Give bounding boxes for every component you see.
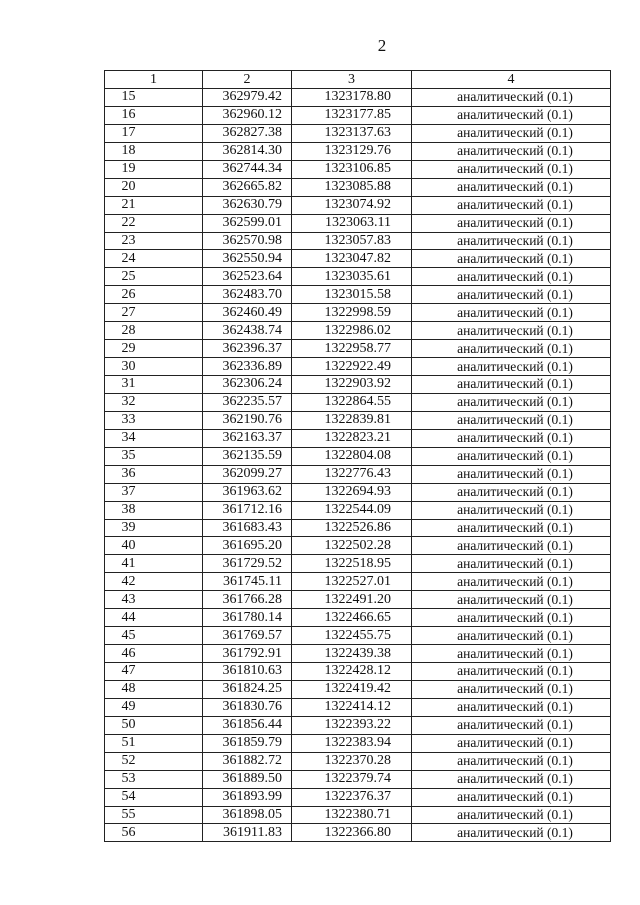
y-coordinate-cell: 1322544.09 (292, 501, 412, 519)
x-coordinate-cell: 361963.62 (203, 483, 292, 501)
method-cell: аналитический (0.1) (412, 698, 611, 716)
x-coordinate-cell: 361830.76 (203, 698, 292, 716)
x-coordinate-cell: 362630.79 (203, 196, 292, 214)
y-coordinate-cell: 1323035.61 (292, 268, 412, 286)
y-coordinate-cell: 1323137.63 (292, 124, 412, 142)
x-coordinate-cell: 362190.76 (203, 411, 292, 429)
x-coordinate-cell: 362163.37 (203, 429, 292, 447)
y-coordinate-cell: 1323177.85 (292, 106, 412, 124)
method-cell: аналитический (0.1) (412, 429, 611, 447)
y-coordinate-cell: 1322694.93 (292, 483, 412, 501)
table-row (105, 124, 611, 142)
method-cell: аналитический (0.1) (412, 142, 611, 160)
point-number-cell: 16 (105, 106, 203, 124)
y-coordinate-cell: 1322414.12 (292, 698, 412, 716)
table-row (105, 411, 611, 429)
point-number-cell: 33 (105, 411, 203, 429)
table-row (105, 752, 611, 770)
method-cell: аналитический (0.1) (412, 645, 611, 663)
method-cell: аналитический (0.1) (412, 537, 611, 555)
method-cell: аналитический (0.1) (412, 519, 611, 537)
method-cell: аналитический (0.1) (412, 178, 611, 196)
table-row (105, 376, 611, 394)
method-cell: аналитический (0.1) (412, 322, 611, 340)
point-number-cell: 45 (105, 627, 203, 645)
point-number-cell: 21 (105, 196, 203, 214)
x-coordinate-cell: 362306.24 (203, 376, 292, 394)
x-coordinate-cell: 361769.57 (203, 627, 292, 645)
point-number-cell: 31 (105, 376, 203, 394)
table-row (105, 716, 611, 734)
y-coordinate-cell: 1322376.37 (292, 788, 412, 806)
y-coordinate-cell: 1322958.77 (292, 340, 412, 358)
x-coordinate-cell: 362523.64 (203, 268, 292, 286)
y-coordinate-cell: 1322839.81 (292, 411, 412, 429)
x-coordinate-cell: 362827.38 (203, 124, 292, 142)
method-cell: аналитический (0.1) (412, 358, 611, 376)
x-coordinate-cell: 361882.72 (203, 752, 292, 770)
x-coordinate-cell: 361766.28 (203, 591, 292, 609)
x-coordinate-cell: 362396.37 (203, 340, 292, 358)
point-number-cell: 44 (105, 609, 203, 627)
method-cell: аналитический (0.1) (412, 411, 611, 429)
y-coordinate-cell: 1323106.85 (292, 160, 412, 178)
point-number-cell: 27 (105, 304, 203, 322)
method-cell: аналитический (0.1) (412, 89, 611, 107)
method-cell: аналитический (0.1) (412, 752, 611, 770)
x-coordinate-cell: 362960.12 (203, 106, 292, 124)
table-row (105, 250, 611, 268)
x-coordinate-cell: 362979.42 (203, 89, 292, 107)
x-coordinate-cell: 362235.57 (203, 393, 292, 411)
y-coordinate-cell: 1322379.74 (292, 770, 412, 788)
y-coordinate-cell: 1322776.43 (292, 465, 412, 483)
x-coordinate-cell: 361856.44 (203, 716, 292, 734)
coordinates-table (104, 70, 611, 842)
x-coordinate-cell: 362099.27 (203, 465, 292, 483)
table-row (105, 770, 611, 788)
table-header (105, 71, 611, 89)
y-coordinate-cell: 1323047.82 (292, 250, 412, 268)
x-coordinate-cell: 361712.16 (203, 501, 292, 519)
x-coordinate-cell: 362744.34 (203, 160, 292, 178)
x-coordinate-cell: 362570.98 (203, 232, 292, 250)
y-coordinate-cell: 1323129.76 (292, 142, 412, 160)
method-cell: аналитический (0.1) (412, 124, 611, 142)
table-row (105, 609, 611, 627)
method-cell: аналитический (0.1) (412, 447, 611, 465)
table-row (105, 824, 611, 842)
x-coordinate-cell: 361745.11 (203, 573, 292, 591)
table-row (105, 89, 611, 107)
point-number-cell: 51 (105, 734, 203, 752)
method-cell: аналитический (0.1) (412, 304, 611, 322)
method-cell: аналитический (0.1) (412, 268, 611, 286)
point-number-cell: 24 (105, 250, 203, 268)
y-coordinate-cell: 1322383.94 (292, 734, 412, 752)
x-coordinate-cell: 362438.74 (203, 322, 292, 340)
point-number-cell: 52 (105, 752, 203, 770)
table-row (105, 268, 611, 286)
method-cell: аналитический (0.1) (412, 806, 611, 824)
point-number-cell: 18 (105, 142, 203, 160)
method-cell: аналитический (0.1) (412, 573, 611, 591)
table-row (105, 322, 611, 340)
table-row (105, 142, 611, 160)
header-point-number: 1 (105, 71, 203, 89)
x-coordinate-cell: 361810.63 (203, 663, 292, 681)
x-coordinate-cell: 361889.50 (203, 770, 292, 788)
header-row (105, 71, 611, 89)
point-number-cell: 32 (105, 393, 203, 411)
table-row (105, 627, 611, 645)
method-cell: аналитический (0.1) (412, 734, 611, 752)
table-row (105, 196, 611, 214)
point-number-cell: 41 (105, 555, 203, 573)
point-number-cell: 17 (105, 124, 203, 142)
y-coordinate-cell: 1322439.38 (292, 645, 412, 663)
method-cell: аналитический (0.1) (412, 627, 611, 645)
y-coordinate-cell: 1322491.20 (292, 591, 412, 609)
x-coordinate-cell: 362550.94 (203, 250, 292, 268)
method-cell: аналитический (0.1) (412, 286, 611, 304)
point-number-cell: 39 (105, 519, 203, 537)
x-coordinate-cell: 361683.43 (203, 519, 292, 537)
y-coordinate-cell: 1322518.95 (292, 555, 412, 573)
method-cell: аналитический (0.1) (412, 232, 611, 250)
x-coordinate-cell: 361911.83 (203, 824, 292, 842)
point-number-cell: 38 (105, 501, 203, 519)
x-coordinate-cell: 361824.25 (203, 680, 292, 698)
table-row (105, 788, 611, 806)
x-coordinate-cell: 362665.82 (203, 178, 292, 196)
x-coordinate-cell: 362336.89 (203, 358, 292, 376)
table-row (105, 680, 611, 698)
y-coordinate-cell: 1322864.55 (292, 393, 412, 411)
point-number-cell: 42 (105, 573, 203, 591)
x-coordinate-cell: 361729.52 (203, 555, 292, 573)
y-coordinate-cell: 1323057.83 (292, 232, 412, 250)
x-coordinate-cell: 361792.91 (203, 645, 292, 663)
table-row (105, 178, 611, 196)
method-cell: аналитический (0.1) (412, 160, 611, 178)
point-number-cell: 25 (105, 268, 203, 286)
table-row (105, 537, 611, 555)
method-cell: аналитический (0.1) (412, 609, 611, 627)
y-coordinate-cell: 1323015.58 (292, 286, 412, 304)
x-coordinate-cell: 361695.20 (203, 537, 292, 555)
point-number-cell: 22 (105, 214, 203, 232)
y-coordinate-cell: 1322903.92 (292, 376, 412, 394)
y-coordinate-cell: 1322428.12 (292, 663, 412, 681)
method-cell: аналитический (0.1) (412, 824, 611, 842)
method-cell: аналитический (0.1) (412, 663, 611, 681)
method-cell: аналитический (0.1) (412, 555, 611, 573)
y-coordinate-cell: 1323085.88 (292, 178, 412, 196)
table-row (105, 286, 611, 304)
method-cell: аналитический (0.1) (412, 501, 611, 519)
method-cell: аналитический (0.1) (412, 106, 611, 124)
x-coordinate-cell: 361898.05 (203, 806, 292, 824)
x-coordinate-cell: 361780.14 (203, 609, 292, 627)
page-number: 2 (377, 36, 387, 55)
point-number-cell: 37 (105, 483, 203, 501)
x-coordinate-cell: 361893.99 (203, 788, 292, 806)
header-x-coordinate: 2 (203, 71, 292, 89)
y-coordinate-cell: 1322804.08 (292, 447, 412, 465)
x-coordinate-cell: 362135.59 (203, 447, 292, 465)
y-coordinate-cell: 1322466.65 (292, 609, 412, 627)
y-coordinate-cell: 1322986.02 (292, 322, 412, 340)
method-cell: аналитический (0.1) (412, 214, 611, 232)
table-row (105, 698, 611, 716)
point-number-cell: 15 (105, 89, 203, 107)
header-method: 4 (412, 71, 611, 89)
table-row (105, 734, 611, 752)
point-number-cell: 49 (105, 698, 203, 716)
table-row (105, 555, 611, 573)
method-cell: аналитический (0.1) (412, 376, 611, 394)
method-cell: аналитический (0.1) (412, 465, 611, 483)
y-coordinate-cell: 1322502.28 (292, 537, 412, 555)
point-number-cell: 46 (105, 645, 203, 663)
y-coordinate-cell: 1322922.49 (292, 358, 412, 376)
table-row (105, 160, 611, 178)
table-row (105, 663, 611, 681)
x-coordinate-cell: 362814.30 (203, 142, 292, 160)
table-row (105, 447, 611, 465)
method-cell: аналитический (0.1) (412, 591, 611, 609)
y-coordinate-cell: 1322370.28 (292, 752, 412, 770)
x-coordinate-cell: 362483.70 (203, 286, 292, 304)
header-y-coordinate: 3 (292, 71, 412, 89)
point-number-cell: 47 (105, 663, 203, 681)
y-coordinate-cell: 1322527.01 (292, 573, 412, 591)
point-number-cell: 20 (105, 178, 203, 196)
table-row (105, 358, 611, 376)
x-coordinate-cell: 362599.01 (203, 214, 292, 232)
point-number-cell: 34 (105, 429, 203, 447)
point-number-cell: 43 (105, 591, 203, 609)
y-coordinate-cell: 1322419.42 (292, 680, 412, 698)
table-body (105, 89, 611, 842)
point-number-cell: 19 (105, 160, 203, 178)
table-row (105, 340, 611, 358)
table-row (105, 519, 611, 537)
method-cell: аналитический (0.1) (412, 196, 611, 214)
y-coordinate-cell: 1322526.86 (292, 519, 412, 537)
point-number-cell: 40 (105, 537, 203, 555)
method-cell: аналитический (0.1) (412, 340, 611, 358)
method-cell: аналитический (0.1) (412, 250, 611, 268)
method-cell: аналитический (0.1) (412, 770, 611, 788)
point-number-cell: 54 (105, 788, 203, 806)
point-number-cell: 30 (105, 358, 203, 376)
method-cell: аналитический (0.1) (412, 680, 611, 698)
point-number-cell: 55 (105, 806, 203, 824)
y-coordinate-cell: 1323063.11 (292, 214, 412, 232)
table-row (105, 106, 611, 124)
y-coordinate-cell: 1322393.22 (292, 716, 412, 734)
table-row (105, 393, 611, 411)
table-row (105, 483, 611, 501)
method-cell: аналитический (0.1) (412, 483, 611, 501)
y-coordinate-cell: 1322823.21 (292, 429, 412, 447)
table-row (105, 573, 611, 591)
table-row (105, 465, 611, 483)
table-row (105, 429, 611, 447)
table-row (105, 501, 611, 519)
method-cell: аналитический (0.1) (412, 788, 611, 806)
point-number-cell: 26 (105, 286, 203, 304)
point-number-cell: 56 (105, 824, 203, 842)
x-coordinate-cell: 362460.49 (203, 304, 292, 322)
point-number-cell: 23 (105, 232, 203, 250)
point-number-cell: 35 (105, 447, 203, 465)
table-row (105, 645, 611, 663)
table-row (105, 591, 611, 609)
table-row (105, 806, 611, 824)
point-number-cell: 28 (105, 322, 203, 340)
method-cell: аналитический (0.1) (412, 393, 611, 411)
point-number-cell: 36 (105, 465, 203, 483)
point-number-cell: 29 (105, 340, 203, 358)
table-row (105, 214, 611, 232)
y-coordinate-cell: 1323178.80 (292, 89, 412, 107)
method-cell: аналитический (0.1) (412, 716, 611, 734)
y-coordinate-cell: 1322998.59 (292, 304, 412, 322)
x-coordinate-cell: 361859.79 (203, 734, 292, 752)
point-number-cell: 50 (105, 716, 203, 734)
y-coordinate-cell: 1322380.71 (292, 806, 412, 824)
table-row (105, 232, 611, 250)
y-coordinate-cell: 1322366.80 (292, 824, 412, 842)
y-coordinate-cell: 1322455.75 (292, 627, 412, 645)
table-row (105, 304, 611, 322)
point-number-cell: 53 (105, 770, 203, 788)
point-number-cell: 48 (105, 680, 203, 698)
y-coordinate-cell: 1323074.92 (292, 196, 412, 214)
